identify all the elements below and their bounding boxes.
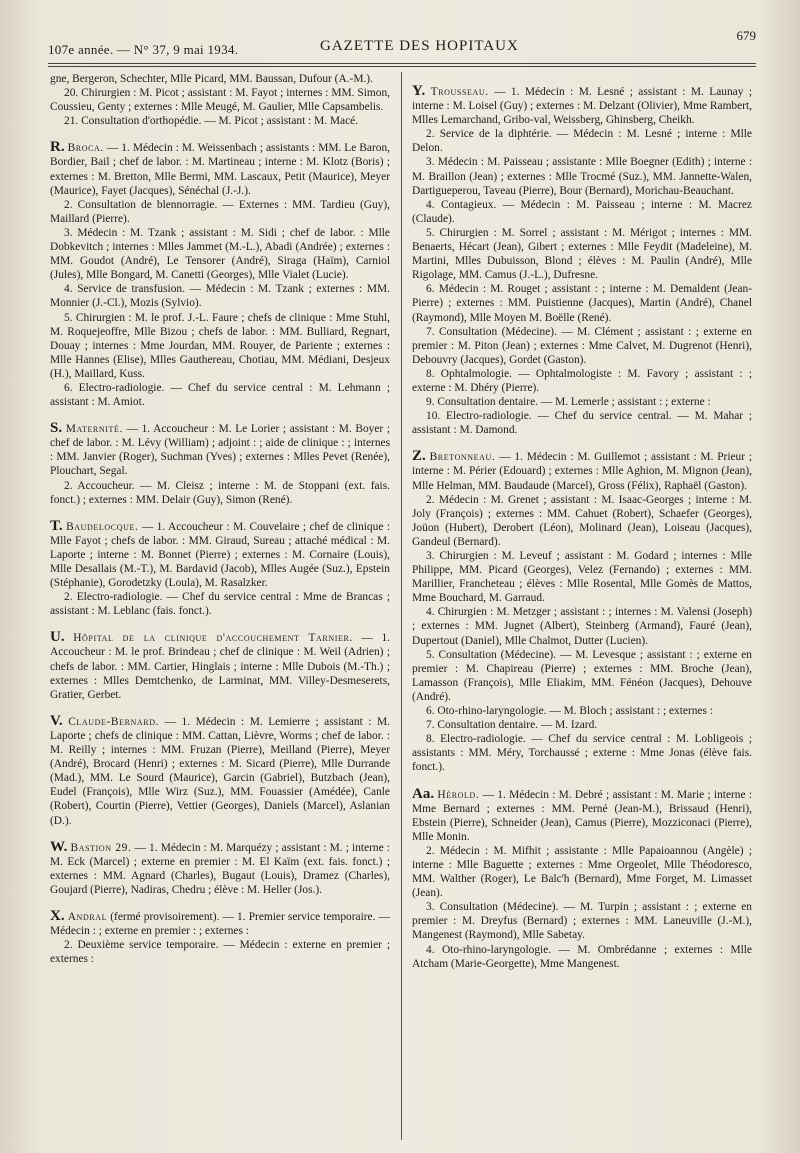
section-paragraph: 2. Electro-radiologie. — Chef du service central : Mme de Brancas ; assistant : M. Leblanc (fais. fonct.). (50, 591, 390, 618)
section-heading-paragraph (50, 909, 390, 938)
section-paragraph: 4. Service de transfusion. — Médecin : M. Tzank ; externes : MM. Monnier (J.-Cl.), Mozis (Sylvio). (50, 283, 390, 310)
section-paragraph: 2. Médecin : M. Mifhit ; assistante : Mlle Papaioannou (Angèle) ; interne : Mlle Baguette ; externes : Mme Orgeolet, Mlle Théodoresco, MM. Walther (Roger), Le Balc'h (Bernard), Mme Forget, M. Limasset (Jean). (412, 844, 752, 900)
section-paragraph: 8. Electro-radiologie. — Chef du service central : M. Lobligeois ; assistants : MM. Méry, Torchaussé ; externe : Mme Jonas (élève fais. fonct.). (412, 733, 752, 774)
section-paragraph: 2. Accoucheur. — M. Cleisz ; interne : M. de Stoppani (ext. fais. fonct.) ; externes : MM. Delair (Guy), Simon (René). (50, 479, 390, 506)
section-text: — 1. Médecin : M. Lemierre ; assistant : M. Laporte ; chefs de clinique : MM. Cattan, Lièvre, Worms ; chef de labor. : M. Reilly ; internes : MM. Fruzan (Pierre), Meilland (Pierre), Meyer (André), Brocard (Henri) ; externes : M. Sicard (Pierre), Mlle Durrande (Mad.), MM. Le Sourd (Maurice), Garcin (Gabriel), Butzbach (Jean), Eudel (François), Mlle Wirz (Suz.), MM. Fouassier (Amédée), Canle (Robert), Courtin (Pierre), Vettier (Georges), Daniels (Marcel), Aslanian (D.). (50, 715, 390, 827)
section-text: — 1. Accoucheur : M. Couvelaire ; chef de clinique : Mlle Fayot ; chefs de labor. : MM. Giraud, Sureau ; attaché médical : M. Laporte ; interne : M. Bonnet (Pierre) ; externes : M. Cornaire (Louis), Mlle Desallais (M.-T.), M. Bardavid (Jacob), Mlles Augée (Suz.), Epstein (Stéphanie), Gorodetzky (Loula), M. Rasalzker. (50, 520, 390, 590)
section-name: Andral (67, 910, 108, 923)
section-name: Maternité. (65, 423, 123, 436)
section-paragraph: 3. Médecin : M. Tzank ; assistant : M. Sidi ; chef de labor. : Mlle Dobkevitch ; internes : Mlles Jammet (M.-L.), Abadi (Andrée) ; externes : MM. Goudot (André), Le Tensorer (André), Siraga (Haïm), Carniol (Jules), Mlle Bongard, M. Canetti (Georges), Mlle Vialet (Lucie). (50, 226, 390, 282)
section-name: Hôpital de la clinique d'accouchement Tarnier. (73, 632, 353, 645)
section-paragraph: 9. Consultation dentaire. — M. Lemerle ; assistant : ; externe : (426, 396, 711, 409)
continuation-paragraph: gne, Bergeron, Schechter, Mlle Picard, MM. Baussan, Dufour (A.-M.). (50, 73, 373, 85)
section-paragraph: 6. Médecin : M. Rouget ; assistant : ; interne : M. Demaldent (Jean-Pierre) ; externes : MM. Puistienne (Jacques), Martin (André), Chanel (Raymond), Mlle Moyen M. Boëlle (René). (412, 283, 752, 324)
section-paragraph: 4. Chirurgien : M. Metzger ; assistant : ; internes : M. Valensi (Joseph) ; externes : MM. Jugnet (Albert), Steinberg (Armand), Fauré (Jean), Dupertout (Daniel), Mlle Chalmot, Dutter (Lucien). (412, 606, 752, 647)
section-heading-paragraph (50, 421, 390, 478)
section-letter: X. (50, 907, 65, 924)
section-heading-paragraph (412, 84, 752, 127)
column-divider (401, 72, 402, 1140)
section-paragraph: 2. Consultation de blennorragie. — Externes : MM. Tardieu (Guy), Maillard (Pierre). (50, 198, 390, 225)
section-letter: Z. (412, 448, 426, 465)
section-paragraph: 10. Electro-radiologie. — Chef du service central. — M. Mahar ; assistant : M. Damond. (412, 410, 752, 437)
section-name: Bastion 29. (70, 841, 132, 854)
section-text: — 1. Médecin : M. Marquézy ; assistant : M. ; interne : M. Eck (Marcel) ; externe en premier : M. El Kaïm (ext. fais. fonct.) ; externes : MM. Agnard (Charles), Bugaut (Louis), Dramez (Charles), Goujard (Pierre), Nadiras, Chedru ; élève : M. Heller (Jos.). (50, 841, 390, 896)
section-letter: U. (50, 629, 65, 646)
section-letter: W. (50, 838, 68, 855)
section-name: Hérold. (437, 788, 480, 801)
section-paragraph: 5. Consultation (Médecine). — M. Levesque ; assistant : ; externe en premier : M. Chapireau (Pierre) ; externes : MM. Broche (Jean), Lamasson (François), Mlle Eliakim, MM. Fénéon (Jacques), Dehouve (André). (412, 648, 752, 703)
left-column (50, 72, 390, 966)
section-heading-paragraph (50, 630, 390, 701)
section-letter: Aa. (412, 785, 435, 802)
section-paragraph: 3. Chirurgien : M. Leveuf ; assistant : M. Godard ; internes : Mlle Philippe, MM. Picard (Georges), Velez (Fernando) ; externes : MM. Marillier, Francheteau ; élèves : Mlle Rosental, Mlle Gomès de Mattos, Mme Bouchard, M. Garraud. (412, 550, 752, 605)
section-name: Trousseau. (430, 86, 489, 98)
section-text: — 1. Médecin : M. Debré ; assistant : M. Marie ; interne : Mme Bernard ; externes : MM. Perné (Jean-M.), Brissaud (Henri), Ebstein (Pierre), Schneider (Jean), Camus (Pierre), Mozziconaci (Pierre), Mlle Monin. (412, 788, 752, 843)
section-paragraph: 3. Consultation (Médecine). — M. Turpin ; assistant : ; externe en premier : M. Dreyfus (Bernard) ; externes : MM. Laneuville (J.-M.), Mangenest (Raymond), Mlle Sabetay. (412, 901, 752, 942)
section-name: Claude-Bernard. (68, 715, 160, 728)
continuation-paragraph: 21. Consultation d'orthopédie. — M. Picot ; assistant : M. Macé. (64, 115, 359, 128)
section-name: Baudelocque. (66, 520, 139, 533)
section-paragraph: 2. Service de la diphtérie. — Médecin : M. Lesné ; interne : Mlle Delon. (412, 128, 752, 155)
section-heading-paragraph (50, 140, 390, 197)
section-letter: Y. (412, 83, 426, 99)
section-heading-paragraph (412, 787, 752, 844)
section-paragraph: 5. Chirurgien : M. Sorrel ; assistant : M. Mérigot ; internes : MM. Benaerts, Hécart (Jean), Gibert ; externes : Mlle Feydit (Madeleine), M. Martini, Mlles Dubuisson, Blond ; élèves : M. Paulin (André), Mlle Rigolage, MM. Camus (J.-L.), Dufresne. (412, 226, 752, 282)
section-paragraph: 7. Consultation dentaire. — M. Izard. (426, 719, 598, 732)
page-number: 679 (736, 28, 756, 43)
right-column (412, 72, 752, 971)
section-text: — 1. Accoucheur : M. le prof. Brindeau ; chef de clinique : M. Weil (Adrien) ; chefs de labor. : MM. Cartier, Hinglais ; interne : Mlle Dubois (M.-Th.) ; externes : Mlles Demtchenko, de Larminat, MM. Villey-Desmeserets, Gratier, Gerbet. (50, 632, 390, 701)
section-paragraph: 4. Oto-rhino-laryngologie. — M. Ombrédanne ; externes : Mlle Atcham (Marie-Georgette), Mme Mangenest. (412, 943, 752, 970)
section-paragraph: 3. Médecin : M. Paisseau ; assistante : Mlle Boegner (Edith) ; interne : M. Braillon (Jean) ; externes : Mlle Trocmé (Suz.), MM. Jannette-Walen, Dartigueperou, Taveau (Pierre), Bour (Bernard), Morichau-Beauchant. (412, 156, 752, 197)
section-text: — 1. Médecin : M. Lesné ; assistant : M. Launay ; interne : M. Loisel (Guy) ; externes : M. Delzant (Olivier), Mme Rambert, Mlles Lemarchand, Gribo-val, Weissberg, Ghinsberg, Cheikh. (412, 86, 752, 127)
section-paragraph: 2. Deuxième service temporaire. — Médecin : externe en premier ; externes : (50, 939, 390, 966)
section-letter: T. (50, 517, 63, 534)
section-text: — 1. Médecin : M. Guillemot ; assistant : M. Prieur ; interne : M. Périer (Edouard) ; externes : Mlle Aghion, M. Mignon (Jean), Mlle Helman, MM. Baudaude (Marcel), Gross (Félix), Raphaël (Gaston). (412, 451, 752, 492)
section-paragraph: 6. Oto-rhino-laryngologie. — M. Bloch ; assistant : ; externes : (426, 705, 713, 718)
publication-title: GAZETTE DES HOPITAUX (320, 38, 519, 54)
section-heading-paragraph (50, 840, 390, 897)
section-text: — 1. Accoucheur : M. Le Lorier ; assistant : M. Boyer ; chef de labor. : M. Lévy (William) ; adjoint : ; aide de clinique : ; internes : MM. Janvier (Roger), Suchman (Yves) ; externes : Mlles Pevet (Renée), Plouchart, Segal. (50, 423, 390, 478)
section-name: Broca. (67, 142, 104, 155)
section-heading-paragraph (412, 449, 752, 492)
section-letter: R. (50, 139, 65, 156)
continuation-paragraph: 20. Chirurgien : M. Picot ; assistant : M. Fayot ; internes : MM. Simon, Coussieu, Genty ; externes : Mlle Meugé, M. Gaulier, Mlle Capsambelis. (50, 87, 390, 114)
section-text: (fermé provisoirement). — 1. Premier service temporaire. — Médecin : ; externe en premier : ; externes : (50, 910, 390, 938)
section-paragraph: 4. Contagieux. — Médecin : M. Paisseau ; interne : M. Macrez (Claude). (412, 198, 752, 225)
page-header (48, 28, 756, 62)
header-rule (48, 63, 756, 67)
section-letter: S. (50, 420, 63, 437)
issue-info: 107e année. — N° 37, 9 mai 1934. (48, 42, 239, 57)
section-heading-paragraph (50, 519, 390, 590)
section-paragraph: 7. Consultation (Médecine). — M. Clément ; assistant : ; externe en premier : M. Piton (Jean) ; externes : Mme Calvet, M. Dugrenot (Henri), Debouvry (Jacques), Gordet (Gaston). (412, 325, 752, 366)
section-paragraph: 5. Chirurgien : M. le prof. J.-L. Faure ; chefs de clinique : Mme Stuhl, M. Roquejeoffre, Mlle Bizou ; chefs de labor. : MM. Bulliard, Regnart, Douay ; internes : Mme Jourdan, MM. Rouyer, de Pariente ; externes : Mlle Hannes (Elise), Mlles Gauthereau, Chotiau, MM. Médiani, Desjeux (H.), Maillard, Kuss. (50, 311, 390, 380)
section-text: — 1. Médecin : M. Weissenbach ; assistants : MM. Le Baron, Bordier, Bail ; chef de labor. : M. Martineau ; interne : M. Klotz (Boris) ; externes : M. Bretton, Mlle Bermi, MM. Lascaux, Petit (Maurice), Meyer (Maurice), Fayet (Jacques), Sénéchal (J.-J.). (50, 142, 390, 197)
section-paragraph: 2. Médecin : M. Grenet ; assistant : M. Isaac-Georges ; interne : M. Joly (François) ; externes : MM. Cahuet (Robert), Schaefer (Georges), Joüon (Hubert), Derobert (Léon), Molinard (Jean), Loiseau (Jacques), Gandeul (Bernard). (412, 493, 752, 548)
section-paragraph: 6. Electro-radiologie. — Chef du service central : M. Lehmann ; assistant : M. Amiot. (50, 381, 390, 409)
section-heading-paragraph (50, 714, 390, 828)
section-name: Bretonneau. (429, 451, 496, 464)
section-letter: V. (50, 712, 63, 729)
section-paragraph: 8. Ophtalmologie. — Ophtalmologiste : M. Favory ; assistant : ; externe : M. Dhéry (Pierre). (412, 367, 752, 394)
